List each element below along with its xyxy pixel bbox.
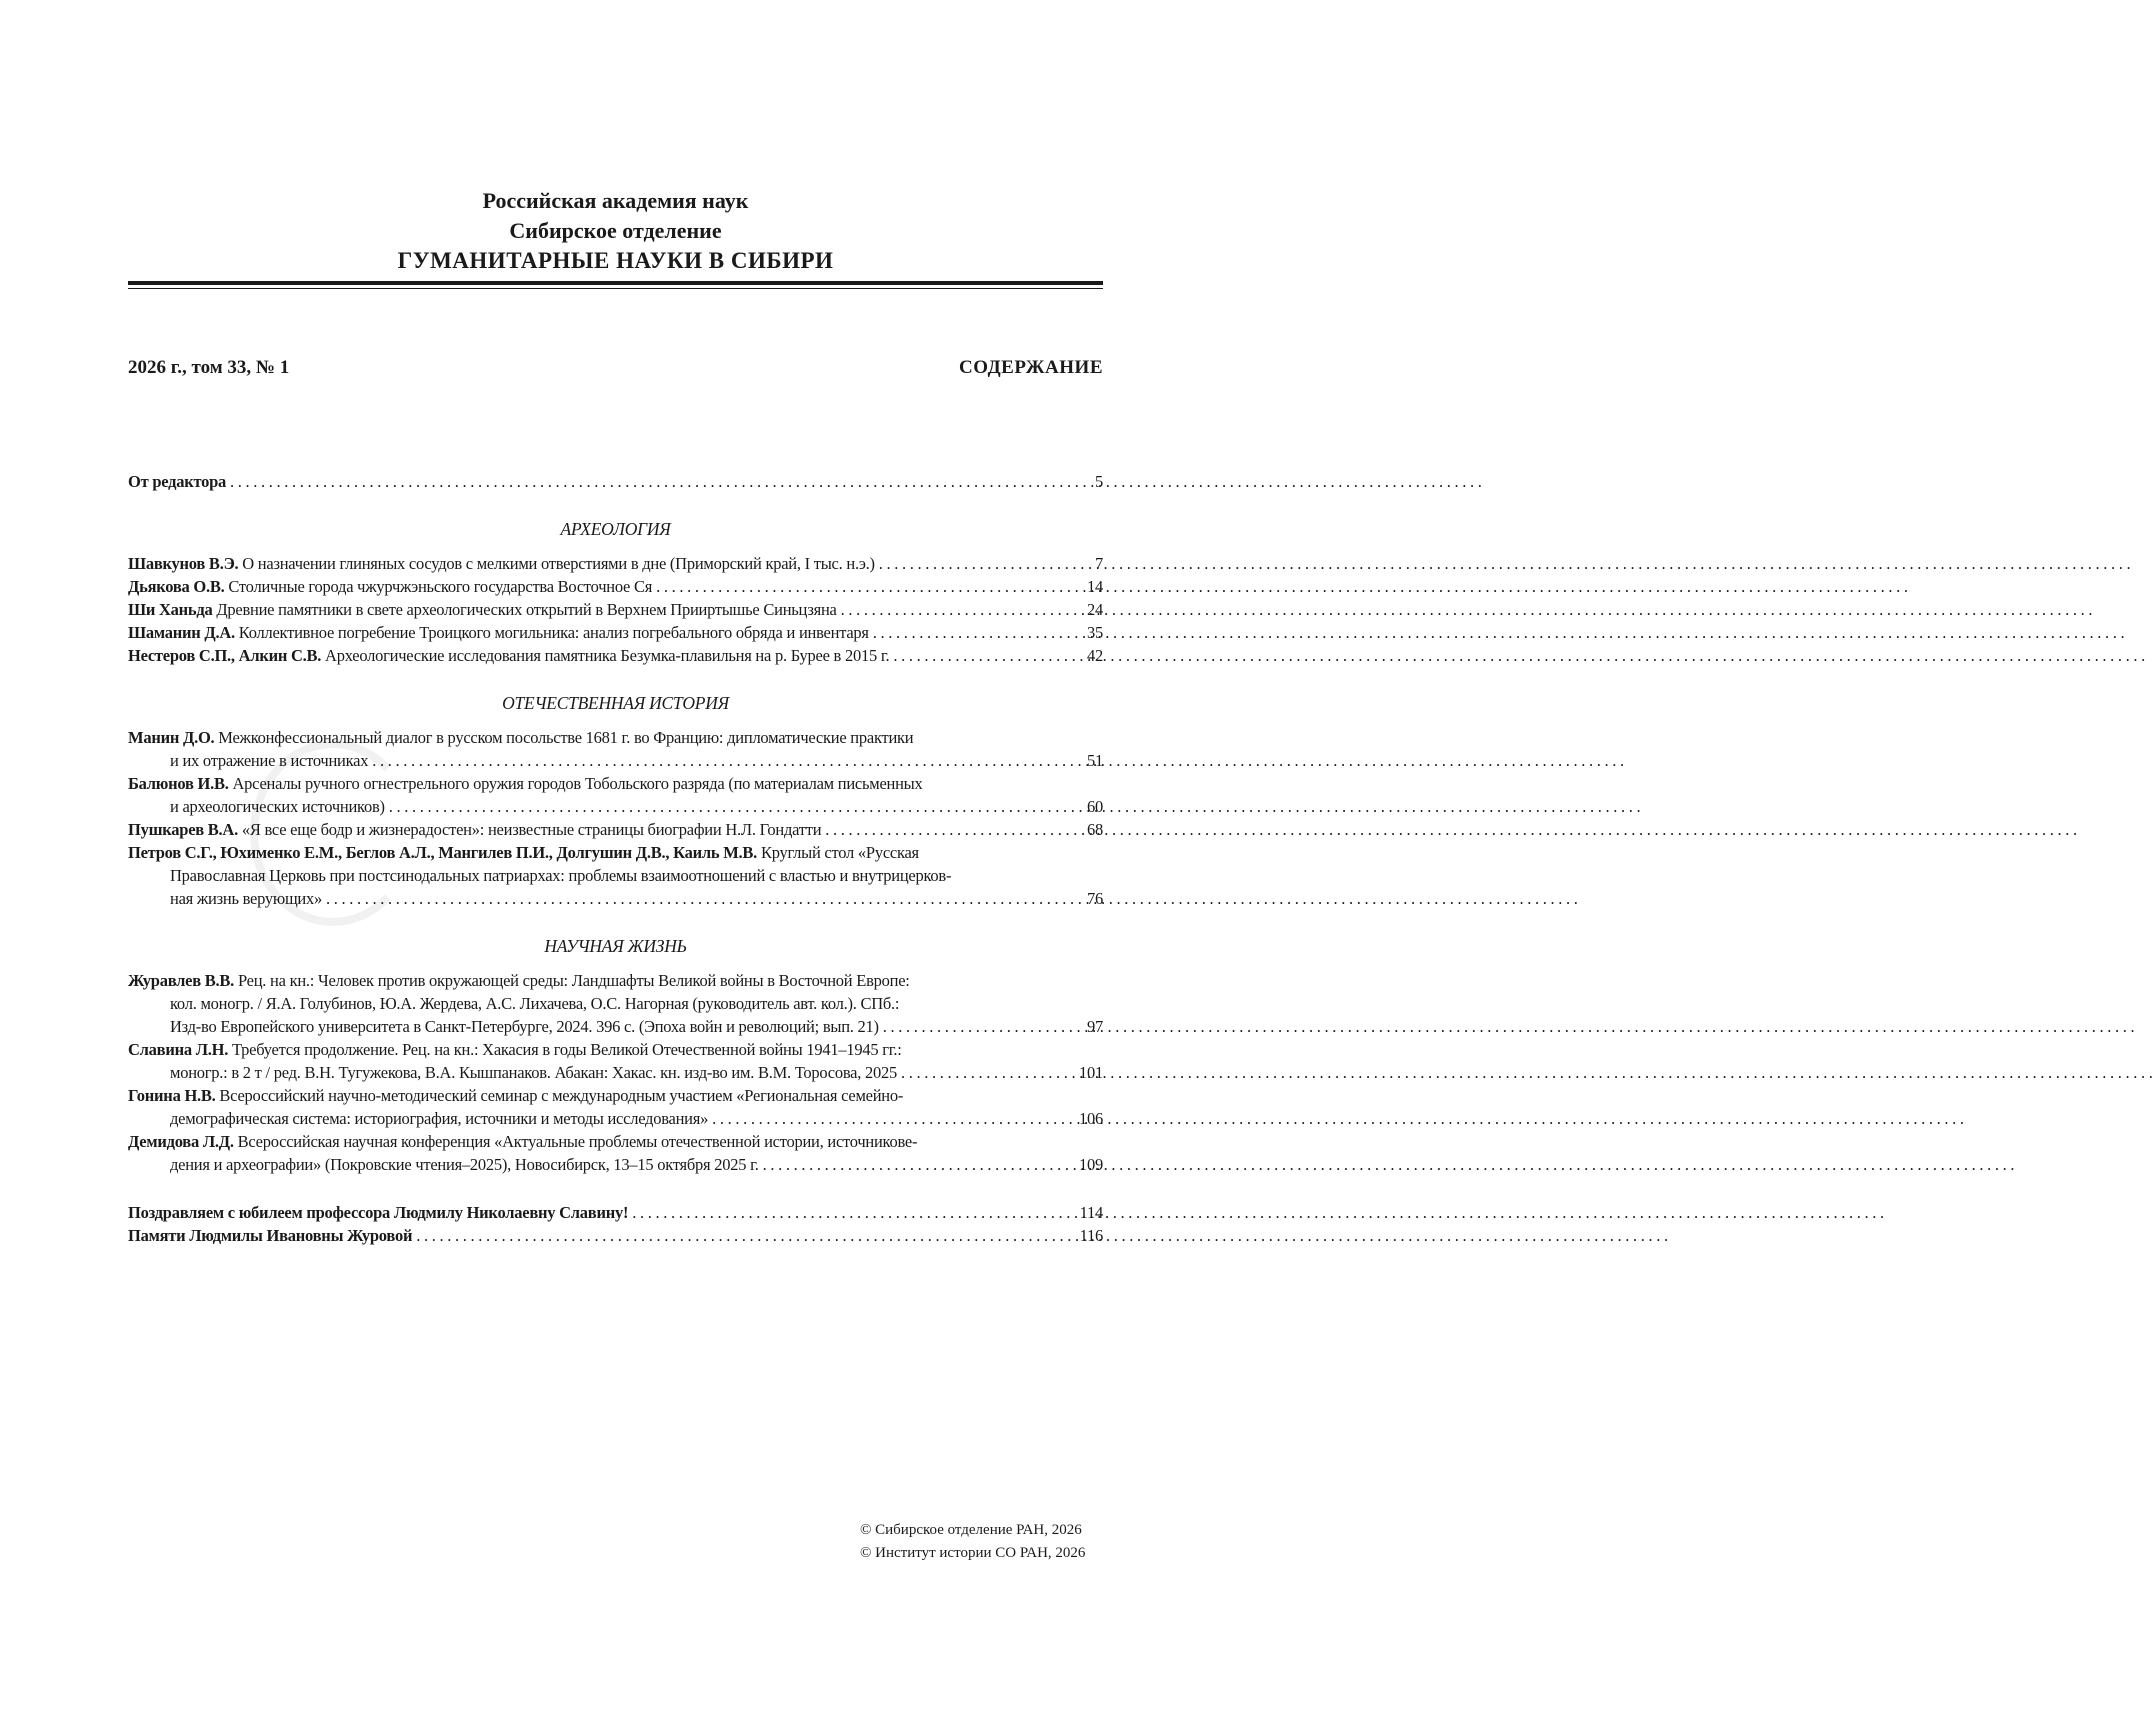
entry-line xyxy=(128,1130,1103,1153)
entry-text xyxy=(128,969,910,992)
header-rule-thick xyxy=(128,281,1103,285)
entry-line xyxy=(128,841,1103,864)
entry-title: От редактора xyxy=(128,472,227,491)
entry-author: Шаманин Д.А. xyxy=(128,623,235,642)
page-number: 97 xyxy=(1087,1017,1103,1036)
page-number: 76 xyxy=(1087,889,1103,908)
entry-author: Демидова Л.Д. xyxy=(128,1132,234,1151)
header-branch: Сибирское отделение xyxy=(509,218,722,243)
entry-text xyxy=(170,864,951,887)
spacer xyxy=(128,958,1103,969)
copyright xyxy=(860,1519,1085,1565)
entry-line xyxy=(128,749,1103,772)
entry-line xyxy=(128,726,1103,749)
entry-text xyxy=(170,795,385,818)
entry-line xyxy=(128,772,1103,795)
dot-leader xyxy=(825,818,1063,841)
page-number: 14 xyxy=(1087,577,1103,596)
entry-text xyxy=(128,598,837,621)
entry-line xyxy=(128,1038,1103,1061)
entry-author: Дьякова О.В. xyxy=(128,577,225,596)
toc-entry[interactable] xyxy=(128,644,1103,667)
entry-line xyxy=(128,621,1103,644)
entry-text xyxy=(128,1224,412,1247)
entry-text xyxy=(170,1153,759,1176)
toc-entry-closing[interactable] xyxy=(128,1201,1103,1224)
entry-title: кол. моногр. / Я.А. Голубинов, Ю.А. Жердева, А.С. Лихачева, О.С. Нагорная (руководитель авт. кол.). СПб.: xyxy=(170,994,900,1013)
entry-text xyxy=(128,621,869,644)
dot-leader xyxy=(326,887,1063,910)
entry-author: Петров С.Г., Юхименко Е.М., Беглов А.Л., Мангилев П.И., Долгушин Д.В., Каиль М.В. xyxy=(128,843,758,862)
toc-entry[interactable] xyxy=(128,969,1103,1038)
entry-author: Пушкарев В.А. xyxy=(128,820,238,839)
entry-line xyxy=(128,575,1103,598)
dot-leader xyxy=(389,795,1063,818)
entry-text xyxy=(128,1201,628,1224)
entry-text xyxy=(128,552,875,575)
toc-entry[interactable] xyxy=(128,1130,1103,1176)
toc-entry-editor[interactable] xyxy=(128,470,1103,493)
spacer xyxy=(128,493,1103,518)
entry-title: Арсеналы ручного огнестрельного оружия городов Тобольского разряда (по материалам письменных xyxy=(232,774,923,793)
toc-entry[interactable] xyxy=(128,621,1103,644)
entry-text xyxy=(170,992,899,1015)
entry-title: Требуется продолжение. Рец. на кн.: Хакасия в годы Великой Отечественной войны 1941–1945 гг.: xyxy=(231,1040,902,1059)
entry-title: Памяти Людмилы Ивановны Журовой xyxy=(128,1226,413,1245)
toc-entry[interactable] xyxy=(128,1038,1103,1084)
entry-text xyxy=(128,1038,902,1061)
copyright-line: © Институт истории СО РАН, 2026 xyxy=(860,1545,1086,1561)
dot-leader xyxy=(841,598,1063,621)
dot-leader xyxy=(893,644,1063,667)
entry-text xyxy=(170,1107,708,1130)
entry-line xyxy=(128,1107,1103,1130)
entry-title: Межконфессиональный диалог в русском посольстве 1681 г. во Францию: дипломатические практики xyxy=(218,728,914,747)
dot-leader xyxy=(901,1061,1063,1084)
spacer xyxy=(128,1176,1103,1201)
page-number: 60 xyxy=(1087,797,1103,816)
entry-author: Журавлев В.В. xyxy=(128,971,235,990)
entry-title: и археологических источников) xyxy=(170,797,385,816)
entry-author: Ши Ханьда xyxy=(128,600,213,619)
entry-title: демографическая система: историография, источники и методы исследования» xyxy=(170,1109,709,1128)
entry-title: Изд-во Европейского университета в Санкт-Петербурге, 2024. 396 с. (Эпоха войн и революций; вып. 21) xyxy=(170,1017,879,1036)
entry-line xyxy=(128,552,1103,575)
dot-leader xyxy=(879,552,1063,575)
entry-title: ная жизнь верующих» xyxy=(170,889,323,908)
toc-entry[interactable] xyxy=(128,575,1103,598)
entry-author: Славина Л.Н. xyxy=(128,1040,229,1059)
entry-line xyxy=(128,969,1103,992)
entry-text xyxy=(170,1061,897,1084)
entry-line xyxy=(128,1061,1103,1084)
dot-leader xyxy=(873,621,1063,644)
entry-title: Поздравляем с юбилеем профессора Людмилу Николаевну Славину! xyxy=(128,1203,629,1222)
page-number: 51 xyxy=(1087,751,1103,770)
entry-title: Круглый стол «Русская xyxy=(760,843,919,862)
dot-leader xyxy=(656,575,1063,598)
entry-line xyxy=(128,1084,1103,1107)
entry-text xyxy=(128,644,889,667)
entry-line xyxy=(128,818,1103,841)
entry-text xyxy=(128,726,913,749)
entry-text xyxy=(170,887,322,910)
page-number: 68 xyxy=(1087,820,1103,839)
entry-text xyxy=(170,1015,879,1038)
entry-text xyxy=(128,1084,903,1107)
entry-title: О назначении глиняных сосудов с мелкими отверстиями в дне (Приморский край, I тыс. н.э.) xyxy=(242,554,875,573)
entry-line xyxy=(128,644,1103,667)
entry-text xyxy=(170,749,368,772)
entry-title: Всероссийский научно-методический семинар с международным участием «Региональная семейно- xyxy=(219,1086,904,1105)
entry-line xyxy=(128,1153,1103,1176)
toc-entry[interactable] xyxy=(128,841,1103,910)
dot-leader xyxy=(712,1107,1063,1130)
page-number: 114 xyxy=(1079,1203,1103,1222)
spacer xyxy=(128,541,1103,552)
entry-title: Древние памятники в свете археологических открытий в Верхнем Прииртышье Синьцзяна xyxy=(216,600,837,619)
page-number: 7 xyxy=(1095,554,1103,573)
spacer xyxy=(128,715,1103,726)
toc-entry-closing[interactable] xyxy=(128,1224,1103,1247)
entry-title: дения и археографии» (Покровские чтения–2025), Новосибирск, 13–15 октября 2025 г. xyxy=(170,1155,759,1174)
entry-title: Коллективное погребение Троицкого могильника: анализ погребального обряда и инвентаря xyxy=(238,623,869,642)
section-heading: ОТЕЧЕСТВЕННАЯ ИСТОРИЯ xyxy=(502,693,729,713)
entry-text xyxy=(128,841,919,864)
entry-line xyxy=(128,795,1103,818)
entry-line xyxy=(128,887,1103,910)
journal-header xyxy=(128,186,1103,276)
page-number: 24 xyxy=(1087,600,1103,619)
spacer xyxy=(128,667,1103,692)
entry-author: Манин Д.О. xyxy=(128,728,215,747)
section-heading: НАУЧНАЯ ЖИЗНЬ xyxy=(544,936,687,956)
entry-title: Рец. на кн.: Человек против окружающей среды: Ландшафты Великой войны в Восточной Европе: xyxy=(237,971,910,990)
dot-leader xyxy=(763,1153,1063,1176)
entry-text xyxy=(128,575,652,598)
entry-text xyxy=(128,772,923,795)
header-rule-thin xyxy=(128,288,1103,289)
entry-line xyxy=(128,598,1103,621)
copyright-line: © Сибирское отделение РАН, 2026 xyxy=(860,1522,1082,1538)
page-number: 106 xyxy=(1079,1109,1103,1128)
page-number: 5 xyxy=(1095,472,1103,491)
entry-title: Всероссийская научная конференция «Актуальные проблемы отечественной истории, источникове- xyxy=(237,1132,918,1151)
table-of-contents xyxy=(128,470,1103,1247)
entry-line xyxy=(128,992,1103,1015)
entry-line xyxy=(128,864,1103,887)
dot-leader xyxy=(372,749,1063,772)
toc-entry[interactable] xyxy=(128,818,1103,841)
entry-title: и их отражение в источниках xyxy=(170,751,369,770)
entry-title: Столичные города чжурчжэньского государства Восточное Ся xyxy=(228,577,653,596)
entry-title: моногр.: в 2 т / ред. В.Н. Тугужекова, В.А. Кышпанаков. Абакан: Хакас. кн. изд-во им. В.М. Торосова, 2025 xyxy=(170,1063,897,1082)
header-academy: Российская академия наук xyxy=(482,188,749,213)
entry-text xyxy=(128,1130,917,1153)
journal-title: ГУМАНИТАРНЫЕ НАУКИ В СИБИРИ xyxy=(397,248,834,273)
toc-entry[interactable] xyxy=(128,772,1103,818)
entry-line xyxy=(128,1015,1103,1038)
dot-leader xyxy=(416,1224,1063,1247)
issue-info: 2026 г., том 33, № 1 xyxy=(128,357,290,378)
page-number: 42 xyxy=(1087,646,1103,665)
entry-author: Шавкунов В.Э. xyxy=(128,554,239,573)
entry-title: Археологические исследования памятника Безумка-плавильня на р. Бурее в 2015 г. xyxy=(325,646,890,665)
page-number: 116 xyxy=(1079,1226,1103,1245)
entry-author: Балюнов И.В. xyxy=(128,774,229,793)
section-heading: АРХЕОЛОГИЯ xyxy=(560,519,671,539)
entry-title: Православная Церковь при постсинодальных патриархах: проблемы взаимоотношений с властью и внутрицерков- xyxy=(170,866,952,885)
entry-title: «Я все еще бодр и жизнерадостен»: неизвестные страницы биографии Н.Л. Гондатти xyxy=(241,820,822,839)
toc-entry[interactable] xyxy=(128,1084,1103,1130)
page-number: 101 xyxy=(1079,1063,1103,1082)
dot-leader xyxy=(883,1015,1063,1038)
contents-heading: СОДЕРЖАНИЕ xyxy=(959,357,1103,378)
entry-text xyxy=(128,818,821,841)
page-number: 109 xyxy=(1079,1155,1103,1174)
entry-author: Гонина Н.В. xyxy=(128,1086,216,1105)
spacer xyxy=(128,910,1103,935)
entry-author: Нестеров С.П., Алкин С.В. xyxy=(128,646,322,665)
dot-leader xyxy=(230,470,1063,493)
toc-entry[interactable] xyxy=(128,552,1103,575)
toc-entry[interactable] xyxy=(128,598,1103,621)
toc-entry[interactable] xyxy=(128,726,1103,772)
dot-leader xyxy=(632,1201,1063,1224)
page-number: 35 xyxy=(1087,623,1103,642)
